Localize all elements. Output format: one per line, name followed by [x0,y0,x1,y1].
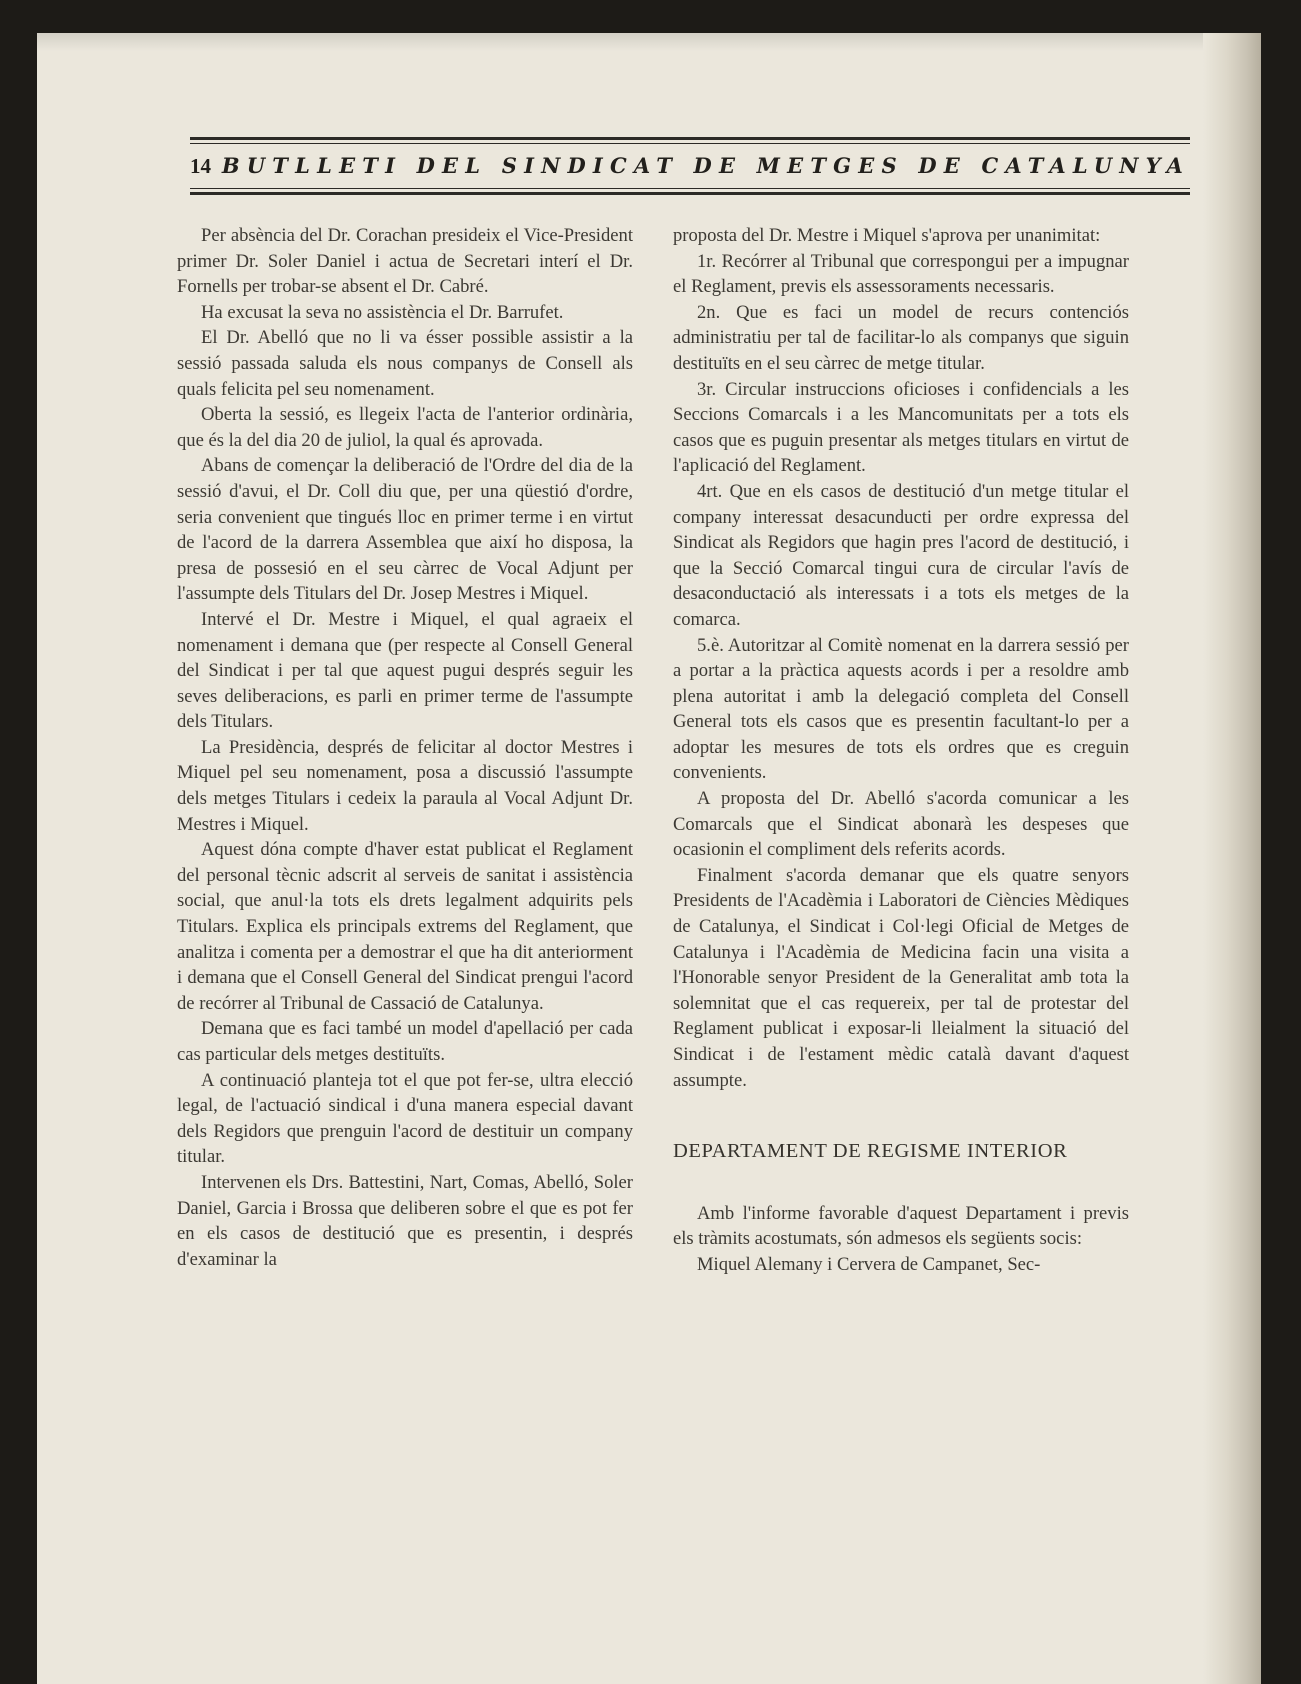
paragraph: Demana que es faci també un model d'apellació per cada cas particular dels metges destituïts. [177,1018,633,1065]
paragraph: Miquel Alemany i Cervera de Campanet, Sec- [697,1253,1041,1275]
resolution-item: 5.è. Autoritzar al Comitè nomenat en la darrera sessió per a portar a la pràctica aquests acords i per a resoldre amb plena autoritat i amb la delegació completa del Consell General tots els casos que es presentin facultant-lo per a adoptar les mesures de tots els ordres que es creguin convenients. [673,634,1129,784]
paragraph: Oberta la sessió, es llegeix l'acta de l'anterior ordinària, que és la del dia 20 de juliol, la qual és aprovada. [177,404,633,451]
header-rule-top [190,137,1190,140]
paragraph: Intervenen els Drs. Battestini, Nart, Comas, Abelló, Soler Daniel, Garcia i Brossa que deliberen sobre el que es pot fer en els casos de destitució que es presentin, i després d'examinar la [177,1171,633,1270]
right-column [673,223,1129,1278]
paragraph: Per absència del Dr. Corachan presideix el Vice-President primer Dr. Soler Daniel i actua de Secretari interí el Dr. Fornells per trobar-se absent el Dr. Cabré. [177,225,633,298]
paragraph: A proposta del Dr. Abelló s'acorda comunicar a les Comarcals que el Sindicat abonarà les despeses que ocasionin el compliment dels referits acords. [673,788,1129,861]
paragraph: proposta del Dr. Mestre i Miquel s'aprova per unanimitat: [673,225,1101,246]
paragraph: Abans de començar la deliberació de l'Ordre del dia de la sessió d'avui, el Dr. Coll diu que, per una qüestió d'ordre, seria convenient que tingués lloc en primer terme i en virtut de l'acord de la darrera Assemblea que així ho disposa, la presa de possesió en el seu càrrec de Vocal Adjunt per l'assumpte dels Titulars del Dr. Josep Mestres i Miquel. [177,455,633,605]
left-column [177,223,633,1272]
resolution-item: 2n. Que es faci un model de recurs contenciós administratiu per tal de facilitar-lo als companys que siguin destituïts en el seu càrrec de metge titular. [673,301,1129,374]
resolution-item: 1r. Recórrer al Tribunal que correspongui per a impugnar el Reglament, previs els assessoraments necessaris. [673,250,1129,298]
paragraph: A continuació planteja tot el que pot fer-se, ultra elecció legal, de l'actuació sindical i d'una manera especial davant dels Regidors que prenguin l'acord de destituir un company titular. [177,1069,633,1168]
running-header [190,137,1190,195]
book-spine-shadow [1203,33,1261,1684]
header-line [190,144,1190,186]
header-rule-bottom-thin [190,188,1190,189]
section-heading: DEPARTAMENT DE REGISME INTERIOR [673,1140,1068,1163]
paragraph: El Dr. Abelló que no li va ésser possible assistir a la sessió passada saluda els nous companys de Consell als quals felicita pel seu nomenament. [177,327,633,400]
resolution-item: 4rt. Que en els casos de destitució d'un metge titular el company interessat desacunducti per ordre expressa del Sindicat als Regidors que hagin pres l'acord de destitució, i que la Secció Comarcal tingui cura de circular l'avís de desaconductació als interessats i a tots els metges de la comarca. [673,480,1129,630]
paragraph: Finalment s'acorda demanar que els quatre senyors Presidents de l'Acadèmia i Laboratori de Ciències Mèdiques de Catalunya, el Sindicat i Col·legi Oficial de Metges de Catalunya i l'Acadèmia de Medicina facin una visita a l'Honorable senyor President de la Generalitat amb tota la solemnitat que el cas requereix, per tal de protestar del Reglament publicat i exposar-li lleialment la situació del Sindicat i de l'estament mèdic català davant d'aquest assumpte. [673,864,1129,1091]
paragraph: Amb l'informe favorable d'aquest Departament i previs els tràmits acostumats, són admesos els següents socis: [673,1202,1129,1250]
scan-edge-shadow [37,33,1261,51]
scanned-page [37,33,1261,1684]
paragraph: Intervé el Dr. Mestre i Miquel, el qual agraeix el nomenament i demana que (per respecte al Consell General del Sindicat i per tal que aquest pugui després seguir les seves deliberacions, es parli en primer terme de l'assumpte dels Titulars. [177,608,633,733]
resolution-item: 3r. Circular instruccions oficioses i confidencials a les Seccions Comarcals i a les Mancomunitats per a tots els casos que es puguin presentar als metges titulars en virtut de l'aplicació del Reglament. [673,378,1129,477]
journal-title: BUTLLETI DEL SINDICAT DE METGES DE CATALUNYA [221,153,1190,178]
paragraph: Aquest dóna compte d'haver estat publicat el Reglament del personal tècnic adscrit al serveis de sanitat i assistència social, que anul·la tots els drets legalment adquirits pels Titulars. Explica els principals extrems del Reglament, que analitza i comenta per a demostrar el que ha dit anteriorment i demana que el Consell General del Sindicat prengui l'acord de recórrer al Tribunal de Cassació de Catalunya. [177,839,633,1014]
paragraph: Ha excusat la seva no assistència el Dr. Barrufet. [201,301,564,323]
page-number: 14 [190,154,211,178]
paragraph: La Presidència, després de felicitar al doctor Mestres i Miquel pel seu nomenament, posa a discussió l'assumpte dels metges Titulars i cedeix la paraula al Vocal Adjunt Dr. Mestres i Miquel. [177,736,633,835]
header-rule-bottom [190,192,1190,195]
